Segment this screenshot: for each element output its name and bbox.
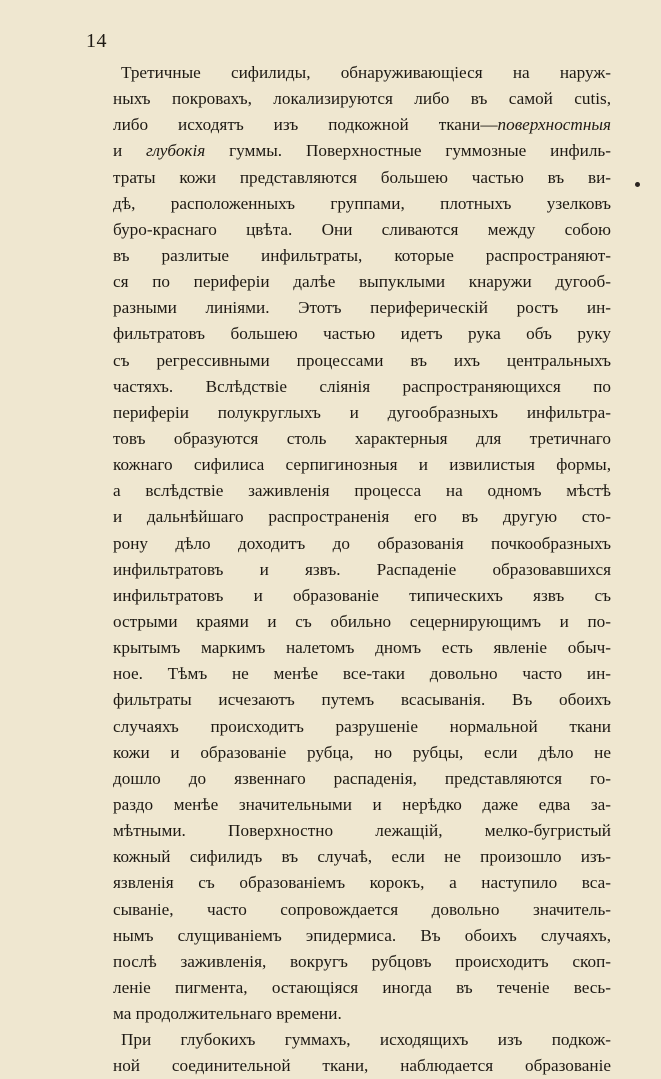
text-line: дѣ, расположенныхъ группами, плотныхъ узелковъ [113,193,611,213]
text-line: рону дѣло доходитъ до образованія почкообразныхъ [113,533,611,553]
text-line: траты кожи представляются большею частью въ ви- [113,167,611,187]
text-line: кожный сифилидъ въ случаѣ, если не произошло изъ- [113,847,611,867]
text-line: язвленія съ образованіемъ корокъ, а наступило вса- [113,873,611,893]
text-line: ное. Тѣмъ не менѣе все-таки довольно часто ин- [113,664,611,684]
text-line: кожнаго сифилиса серпигинозныя и извилистыя формы, [113,455,611,475]
text-line: послѣ заживленія, вокругъ рубцовъ происходитъ скоп- [113,951,611,971]
text-line: въ разлитые инфильтраты, которые распространяют- [113,245,611,265]
text-line: съ регрессивными процессами въ ихъ центральныхъ [113,350,611,370]
emphasis-term: поверхностныя [497,115,611,135]
body-text [113,60,611,1079]
ink-speck [635,182,640,187]
text-fragment: либо исходятъ изъ подкожной ткани— [113,115,498,135]
text-line: леніе пигмента, остающіяся иногда въ теченіе весь- [113,977,611,997]
text-line: а вслѣдствіе заживленія процесса на одномъ мѣстѣ [113,481,611,501]
text-line: случаяхъ происходитъ разрушеніе нормальной ткани [113,716,611,736]
text-line [113,138,611,164]
text-line: дошло до язвеннаго распаденія, представляются го- [113,768,611,788]
text-line: фильтратовъ большею частью идетъ рука объ руку [113,324,611,344]
text-fragment: гуммы. Поверхностные гуммозные инфиль- [205,141,611,161]
text-line: разными линіями. Этотъ периферическій ростъ ин- [113,298,611,318]
text-line: ма продолжительнаго времени. [113,1004,342,1024]
emphasis-term: глубокія [146,141,206,161]
text-line: частяхъ. Вслѣдствіе сліянія распространяющихся по [113,376,611,396]
text-line: инфильтратовъ и язвъ. Распаденіе образовавшихся [113,559,611,579]
text-line: раздо менѣе значительными и нерѣдко даже едва за- [113,794,611,814]
text-line: ныхъ покровахъ, локализируются либо въ самой cutis, [113,89,611,109]
text-line [113,112,611,138]
text-line: Третичные сифилиды, обнаруживающіеся на наруж- [121,63,611,82]
text-line: фильтраты исчезаютъ путемъ всасыванія. Въ обоихъ [113,690,611,710]
text-line: ной соединительной ткани, наблюдается образованіе [113,1056,611,1076]
text-line: сываніе, часто сопровождается довольно значитель- [113,899,611,919]
text-line: нымъ слущиваніемъ эпидермиса. Въ обоихъ случаяхъ, [113,925,611,945]
text-line: острыми краями и съ обильно сецернирующимъ и по- [113,611,611,631]
page-number: 14 [86,30,107,52]
text-line: периферіи полукруглыхъ и дугообразныхъ инфильтра- [113,402,611,422]
text-line: ся по периферіи далѣе выпуклыми кнаружи дугооб- [113,272,611,292]
text-line: товъ образуются столь характерныя для третичнаго [113,428,611,448]
text-line: кожи и образованіе рубца, но рубцы, если дѣло не [113,742,611,762]
text-line: буро-краснаго цвѣта. Они сливаются между собою [113,219,611,239]
text-fragment: и [113,141,147,161]
text-line: и дальнѣйшаго распространенія его въ другую сто- [113,507,611,527]
text-line: инфильтратовъ и образованіе типическихъ язвъ съ [113,585,611,605]
text-line: крытымъ маркимъ налетомъ дномъ есть явленіе обыч- [113,638,611,658]
text-line: При глубокихъ гуммахъ, исходящихъ изъ подкож- [121,1030,611,1050]
text-line: мѣтными. Поверхностно лежащій, мелко-бугристый [113,821,611,841]
